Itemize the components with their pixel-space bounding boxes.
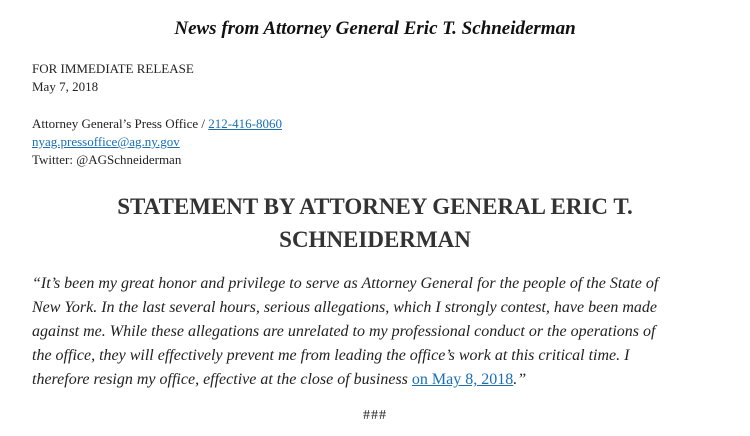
statement-quote (32, 272, 722, 392)
statement-line-2: New York. In the last several hours, serious allegations, which I strongly contest, have been made (32, 299, 657, 316)
twitter-handle: Twitter: @AGSchneiderman (32, 152, 182, 167)
statement-line-1: “It’s been my great honor and privilege to serve as Attorney General for the people of the State of (32, 275, 659, 292)
statement-headline (0, 190, 750, 256)
phone-link[interactable]: 212-416-8060 (208, 116, 282, 131)
press-office-label: Attorney General’s Press Office / (32, 116, 209, 131)
resignation-date-link[interactable]: on May 8, 2018 (411, 371, 514, 388)
release-label: FOR IMMEDIATE RELEASE (32, 61, 194, 76)
release-date: May 7, 2018 (32, 79, 99, 94)
masthead-title: News from Attorney General Eric T. Schneiderman (174, 18, 576, 39)
statement-line-4: the office, they will effectively prevent me from leading the office’s work at this critical time. I (32, 347, 630, 364)
release-info (32, 60, 194, 96)
statement-line-3: against me. While these allegations are unrelated to my professional conduct or the operations of (32, 323, 656, 340)
email-line (32, 133, 282, 151)
end-mark: ### (363, 408, 387, 423)
statement-closing-quote: .” (513, 371, 527, 388)
press-contact (32, 115, 282, 169)
statement-line-5-text: therefore resign my office, effective at the close of business (32, 371, 412, 388)
headline-line-2: SCHNEIDERMAN (279, 227, 471, 252)
email-link[interactable]: nyag.pressoffice@ag.ny.gov (32, 134, 180, 149)
press-office-line (32, 115, 282, 133)
headline-line-1: STATEMENT BY ATTORNEY GENERAL ERIC T. (117, 194, 633, 219)
statement-line-5 (32, 368, 722, 392)
